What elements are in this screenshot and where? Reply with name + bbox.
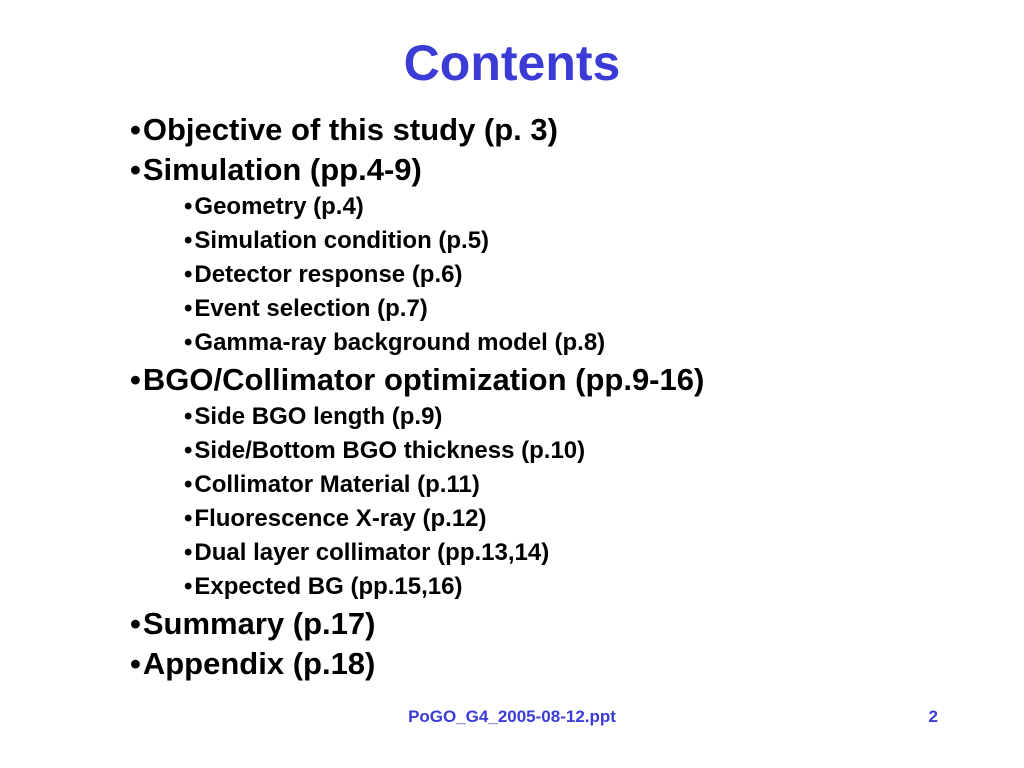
bullet-icon: • <box>184 539 193 566</box>
bullet-icon: • <box>130 362 141 397</box>
toc-item-label: Fluorescence X-ray (p.12) <box>194 505 487 532</box>
toc-subitem-bgo-thickness <box>130 434 704 468</box>
bullet-icon: • <box>130 152 141 187</box>
toc-subitem-detector-response <box>130 258 704 292</box>
toc-subitem-side-bgo-length <box>130 400 704 434</box>
bullet-icon: • <box>130 646 141 681</box>
toc-subitem-gamma-ray-background <box>130 326 704 360</box>
toc-item-label: Detector response (p.6) <box>194 261 463 288</box>
bullet-icon: • <box>184 261 193 288</box>
toc-item-label: Appendix (p.18) <box>142 646 376 681</box>
footer-page-number: 2 <box>928 707 938 726</box>
bullet-icon: • <box>130 112 141 147</box>
bullet-icon: • <box>184 329 193 356</box>
toc-subitem-simulation-condition <box>130 224 704 258</box>
toc-item-label: Side BGO length (p.9) <box>194 403 443 430</box>
toc-item-label: Side/Bottom BGO thickness (p.10) <box>194 437 586 464</box>
toc-subitem-collimator-material <box>130 468 704 502</box>
toc-item-label: Geometry (p.4) <box>194 193 364 220</box>
bullet-icon: • <box>184 471 193 498</box>
slide-title: Contents <box>403 35 621 91</box>
toc-subitem-dual-layer-collimator <box>130 536 704 570</box>
footer-filename: PoGO_G4_2005-08-12.ppt <box>408 707 616 726</box>
toc-item-summary <box>130 604 704 644</box>
toc-item-label: Objective of this study (p. 3) <box>142 112 558 147</box>
toc-item-label: Gamma-ray background model (p.8) <box>194 329 606 356</box>
toc-item-bgo-collimator <box>130 360 704 400</box>
toc-item-label: BGO/Collimator optimization (pp.9-16) <box>142 362 705 397</box>
contents-list <box>130 110 704 684</box>
bullet-icon: • <box>184 403 193 430</box>
bullet-icon: • <box>184 573 193 600</box>
toc-item-simulation <box>130 150 704 190</box>
toc-item-label: Simulation condition (p.5) <box>194 227 490 254</box>
toc-item-label: Summary (p.17) <box>142 606 376 641</box>
bullet-icon: • <box>184 437 193 464</box>
bullet-icon: • <box>184 295 193 322</box>
bullet-icon: • <box>184 227 193 254</box>
toc-item-label: Simulation (pp.4-9) <box>142 152 422 187</box>
toc-subitem-event-selection <box>130 292 704 326</box>
toc-item-label: Collimator Material (p.11) <box>194 471 480 498</box>
toc-item-label: Event selection (p.7) <box>194 295 428 322</box>
bullet-icon: • <box>184 193 193 220</box>
toc-item-label: Expected BG (pp.15,16) <box>194 573 463 600</box>
toc-item-appendix <box>130 644 704 684</box>
toc-subitem-fluorescence-xray <box>130 502 704 536</box>
toc-item-objective <box>130 110 704 150</box>
toc-subitem-geometry <box>130 190 704 224</box>
bullet-icon: • <box>184 505 193 532</box>
bullet-icon: • <box>130 606 141 641</box>
toc-item-label: Dual layer collimator (pp.13,14) <box>194 539 550 566</box>
toc-subitem-expected-bg <box>130 570 704 604</box>
